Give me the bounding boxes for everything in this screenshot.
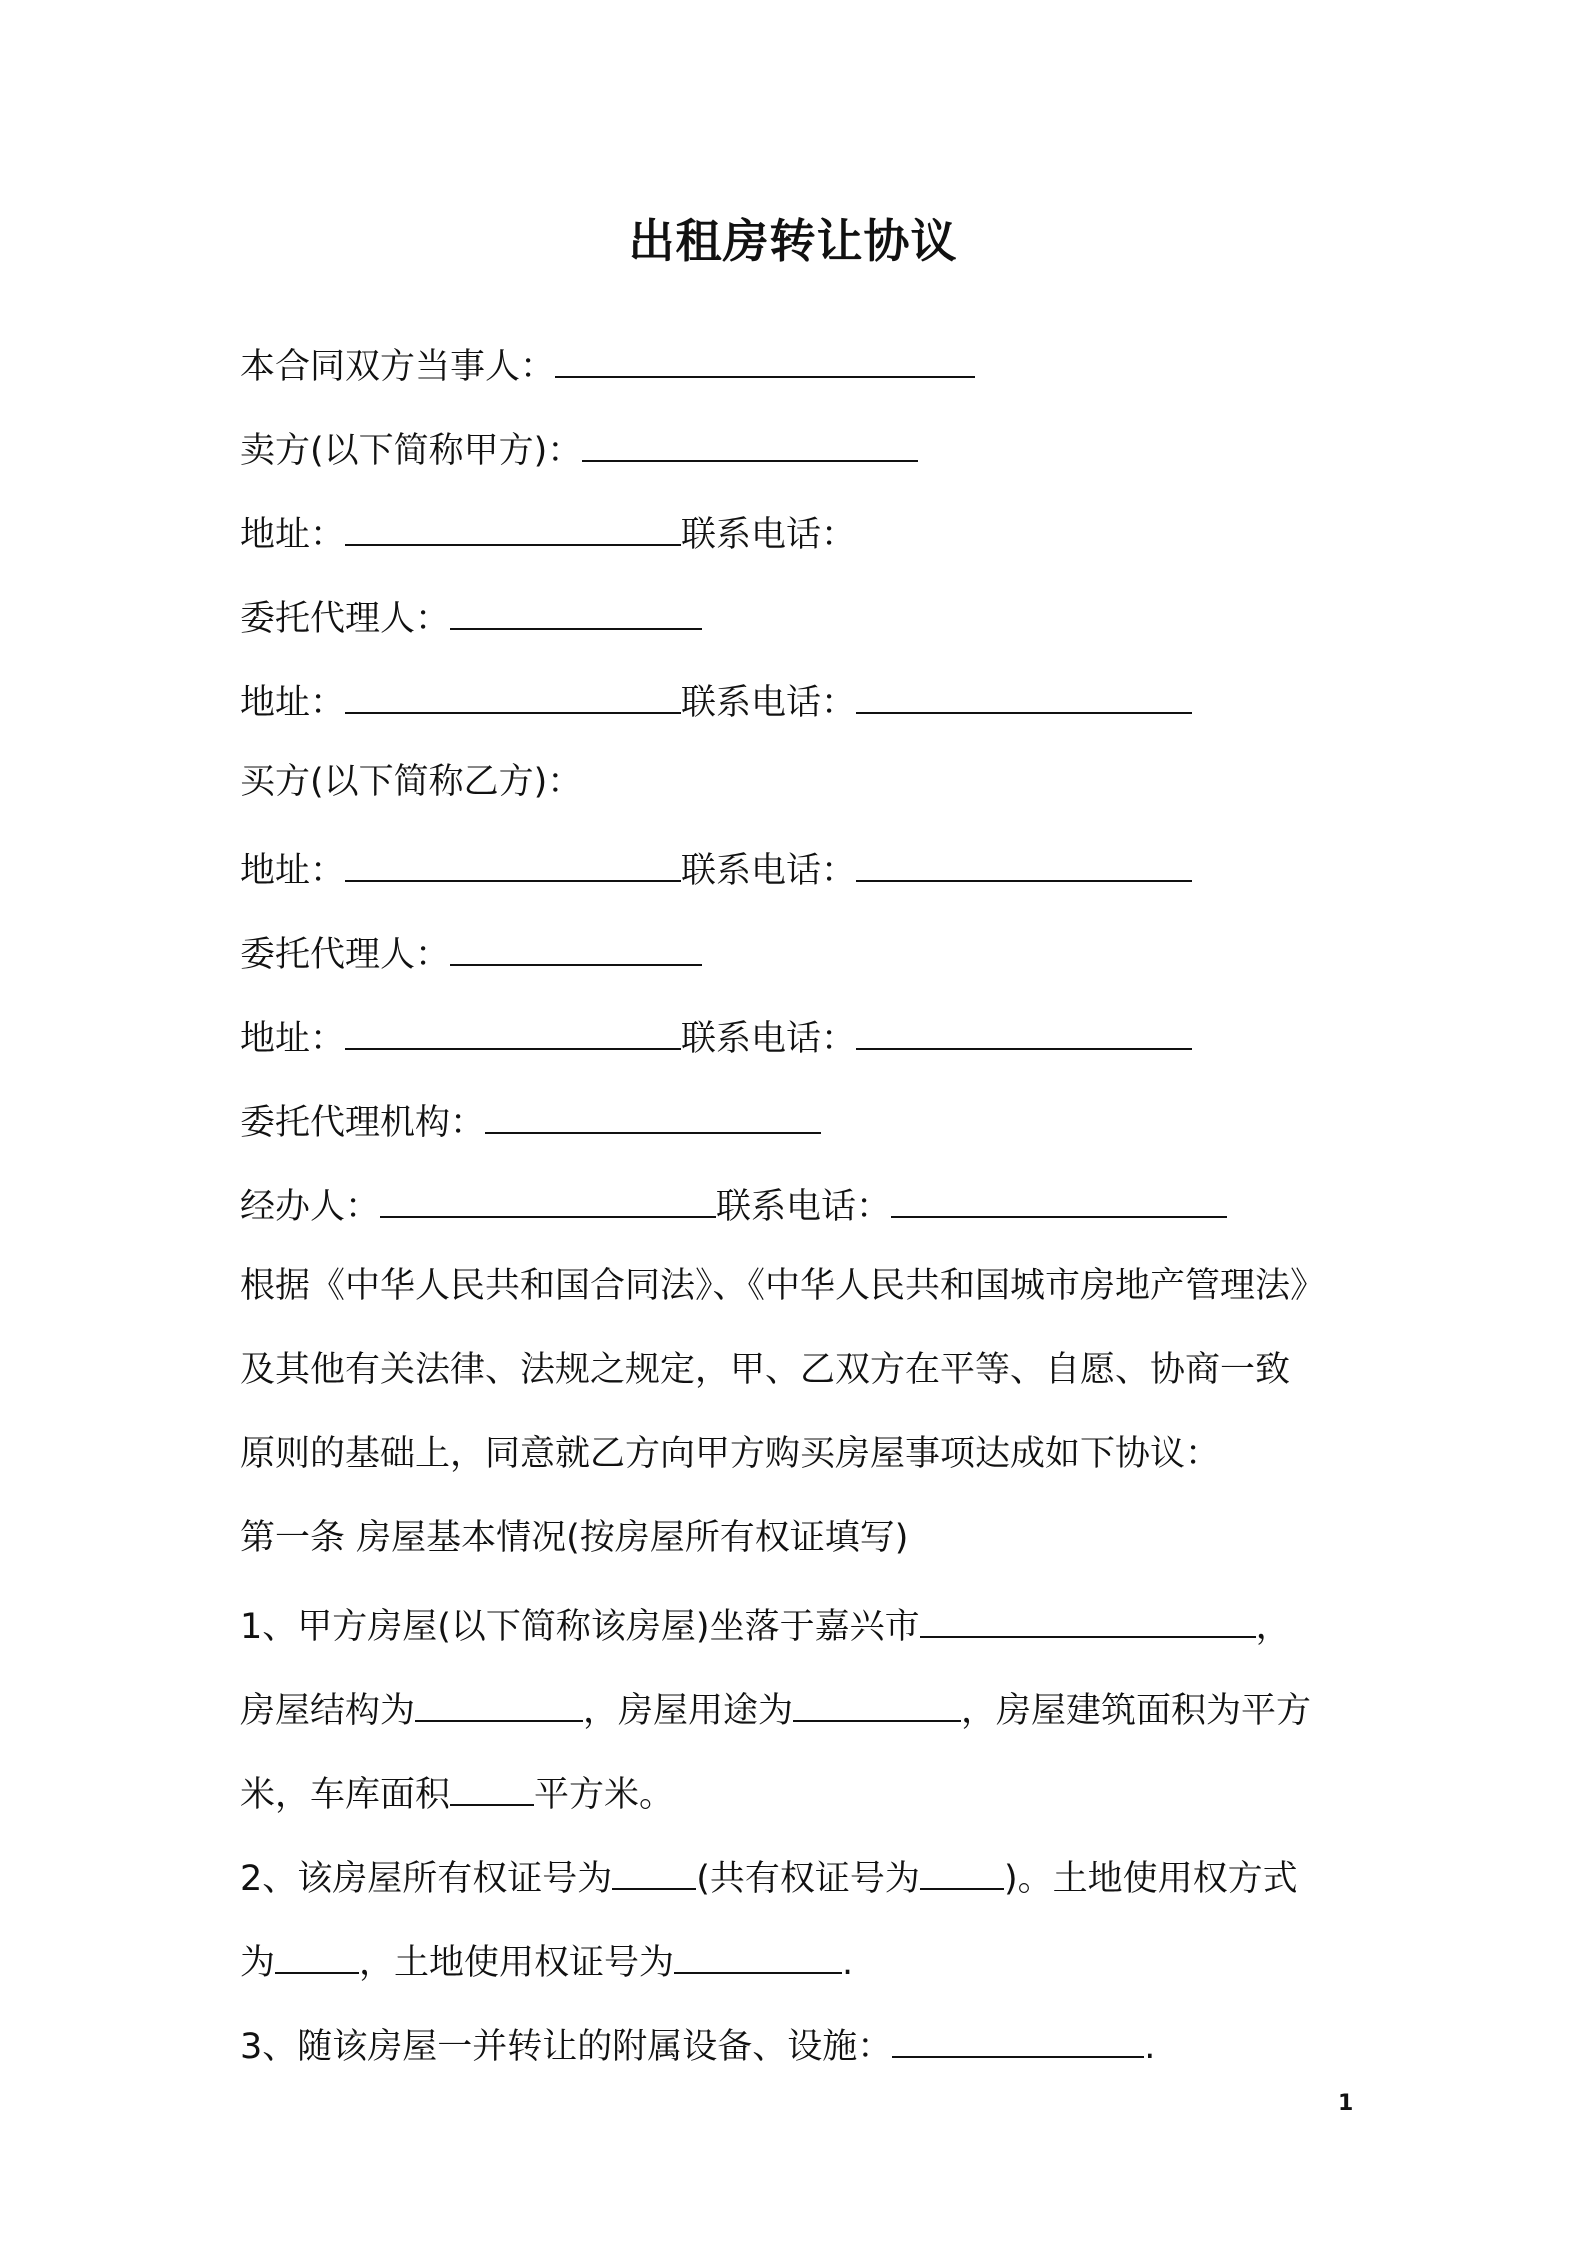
phone-label: 联系电话： — [716, 1187, 892, 1227]
usage-blank[interactable] — [793, 1682, 961, 1722]
agent-label: 委托代理人： — [240, 935, 451, 975]
agent-label: 委托代理人： — [240, 599, 451, 639]
buyer-label: 买方(以下简称乙方)： — [240, 762, 583, 802]
address-blank[interactable] — [345, 506, 681, 546]
as-text: 为 — [240, 1943, 276, 1983]
article1-item1-line2 — [240, 1682, 1311, 1735]
address-blank[interactable] — [345, 1010, 681, 1050]
phone-blank[interactable] — [856, 1010, 1192, 1050]
land-use-mode-blank[interactable] — [275, 1934, 359, 1974]
square-meter-text: 平方米。 — [534, 1775, 675, 1815]
period-text: . — [842, 1943, 854, 1983]
address-label: 地址： — [240, 515, 346, 555]
agency-label: 委托代理机构： — [240, 1103, 486, 1143]
page-title: 出租房转让协议 — [628, 214, 958, 268]
buyer-agent-address-line — [240, 1010, 1192, 1063]
buyer-line — [240, 758, 582, 806]
address-blank[interactable] — [345, 842, 681, 882]
parties-blank[interactable] — [555, 338, 975, 378]
article1-item2-line2 — [240, 1934, 853, 1987]
phone-label: 联系电话： — [681, 515, 857, 555]
page-number: 1 — [1338, 2091, 1354, 2116]
joint-certificate-text: (共有权证号为 — [696, 1859, 920, 1899]
article1-item1-line1 — [240, 1598, 1291, 1651]
handler-line — [240, 1178, 1227, 1231]
parties-intro-label: 本合同双方当事人： — [240, 347, 556, 387]
period-text: . — [1144, 2027, 1156, 2067]
buyer-address-line — [240, 842, 1192, 895]
article1-item1-line3 — [240, 1766, 674, 1819]
comma-text: ， — [1255, 1607, 1291, 1647]
phone-blank[interactable] — [856, 674, 1192, 714]
seller-agent-line — [240, 590, 702, 643]
parties-intro-line — [240, 338, 975, 391]
address-label: 地址： — [240, 683, 346, 723]
phone-blank[interactable] — [891, 1178, 1227, 1218]
handler-label: 经办人： — [240, 1187, 381, 1227]
location-blank[interactable] — [920, 1598, 1256, 1638]
garage-area-blank[interactable] — [450, 1766, 534, 1806]
preamble-line-3: 原则的基础上，同意就乙方向甲方购买房屋事项达成如下协议： — [240, 1434, 1221, 1474]
agency-line — [240, 1094, 821, 1147]
garage-text: 米，车库面积 — [240, 1775, 451, 1815]
seller-line — [240, 422, 918, 475]
facilities-blank[interactable] — [892, 2018, 1144, 2058]
phone-label: 联系电话： — [681, 683, 857, 723]
seller-blank[interactable] — [582, 422, 918, 462]
agent-blank[interactable] — [450, 590, 702, 630]
certificate-blank[interactable] — [612, 1850, 696, 1890]
seller-label: 卖方(以下简称甲方)： — [240, 431, 583, 471]
agency-blank[interactable] — [485, 1094, 821, 1134]
preamble-line-1: 根据《中华人民共和国合同法》、《中华人民共和国城市房地产管理法》 — [240, 1266, 1326, 1306]
structure-text: 房屋结构为 — [240, 1691, 416, 1731]
preamble-line-2: 及其他有关法律、法规之规定，甲、乙双方在平等、自愿、协商一致 — [240, 1350, 1291, 1390]
joint-certificate-blank[interactable] — [920, 1850, 1004, 1890]
structure-blank[interactable] — [415, 1682, 583, 1722]
phone-label: 联系电话： — [681, 851, 857, 891]
seller-agent-address-line — [240, 674, 1192, 727]
article1-heading: 第一条 房屋基本情况(按房屋所有权证填写) — [240, 1518, 909, 1558]
usage-text: ，房屋用途为 — [583, 1691, 794, 1731]
phone-blank[interactable] — [856, 842, 1192, 882]
address-blank[interactable] — [345, 674, 681, 714]
article1-item3-line1 — [240, 2018, 1155, 2071]
certificate-text: 2、该房屋所有权证号为 — [240, 1859, 613, 1899]
facilities-text: 3、随该房屋一并转让的附属设备、设施： — [240, 2027, 893, 2067]
land-cert-text: ，土地使用权证号为 — [359, 1943, 675, 1983]
land-cert-blank[interactable] — [674, 1934, 842, 1974]
seller-address-line — [240, 506, 856, 559]
phone-label: 联系电话： — [681, 1019, 857, 1059]
land-use-text: )。土地使用权方式 — [1003, 1859, 1298, 1899]
address-label: 地址： — [240, 1019, 346, 1059]
article1-item2-line1 — [240, 1850, 1298, 1903]
agent-blank[interactable] — [450, 926, 702, 966]
handler-blank[interactable] — [380, 1178, 716, 1218]
address-label: 地址： — [240, 851, 346, 891]
buyer-agent-line — [240, 926, 702, 979]
area-text: ，房屋建筑面积为平方 — [961, 1691, 1312, 1731]
item1-location-text: 1、甲方房屋(以下简称该房屋)坐落于嘉兴市 — [240, 1607, 920, 1647]
